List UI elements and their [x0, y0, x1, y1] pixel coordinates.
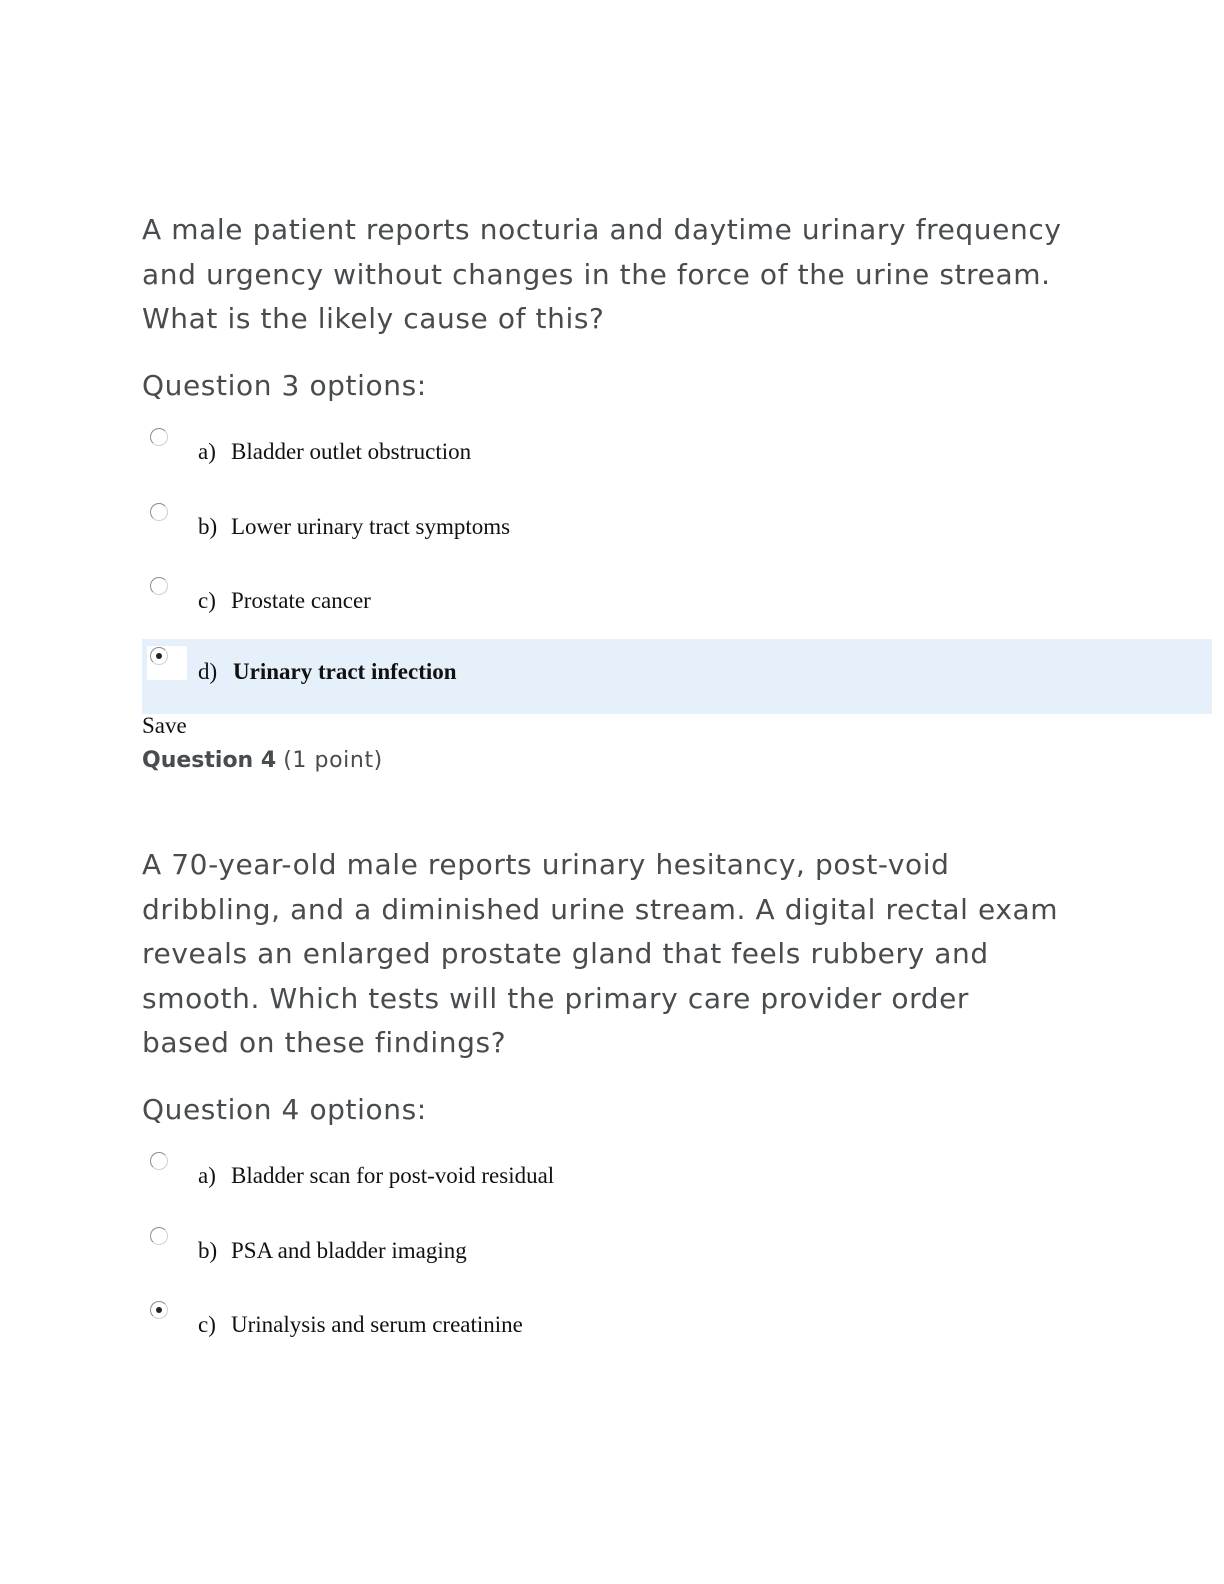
question-3-options-heading: Question 3 options: [142, 369, 427, 402]
question-4-option-a[interactable] [142, 1144, 1212, 1219]
option-letter: c) [198, 1312, 216, 1337]
radio-selected-icon[interactable] [150, 1301, 168, 1319]
option-label: Bladder scan for post-void residual [231, 1163, 555, 1188]
radio-unselected-icon[interactable] [150, 503, 168, 521]
radio-unselected-icon[interactable] [150, 1227, 168, 1245]
question-number: Question 4 [142, 748, 277, 773]
question-4-text: A 70-year-old male reports urinary hesitancy, post-void dribbling, and a diminished urine stream. A digital rectal exam reveals an enlarged prostate gland that feels rubbery and smooth. Which tests will the primary care provider order based on these findings? [142, 848, 1059, 1059]
option-label: Bladder outlet obstruction [231, 439, 472, 464]
option-letter: c) [198, 588, 216, 613]
radio-box [147, 646, 187, 680]
option-label: Urinalysis and serum creatinine [231, 1312, 523, 1337]
radio-unselected-icon[interactable] [150, 428, 168, 446]
option-letter: b) [198, 514, 218, 539]
option-letter: b) [198, 1238, 218, 1263]
option-letter: a) [198, 1163, 216, 1188]
radio-unselected-icon[interactable] [150, 1152, 168, 1170]
option-label: PSA and bladder imaging [231, 1238, 467, 1263]
question-4-header [142, 748, 383, 773]
option-label: Prostate cancer [231, 588, 371, 613]
question-points: (1 point) [283, 748, 383, 773]
question-3-option-b[interactable] [142, 495, 1212, 570]
question-4-options-heading: Question 4 options: [142, 1093, 427, 1126]
radio-dot-icon [156, 1307, 162, 1313]
option-letter: a) [198, 439, 216, 464]
radio-selected-icon[interactable] [150, 647, 168, 665]
option-label: Lower urinary tract symptoms [231, 514, 511, 539]
question-4-option-b[interactable] [142, 1219, 1212, 1294]
question-3-option-c[interactable] [142, 569, 1212, 644]
radio-unselected-icon[interactable] [150, 577, 168, 595]
radio-dot-icon [156, 653, 162, 659]
question-3-option-d[interactable] [142, 639, 1212, 714]
question-3-text: A male patient reports nocturia and daytime urinary frequency and urgency without changes in the force of the urine stream. What is the likely cause of this? [142, 213, 1062, 335]
option-letter: d) [198, 659, 218, 684]
question-4-option-c[interactable] [142, 1293, 1212, 1368]
option-label: Urinary tract infection [233, 659, 457, 684]
save-link[interactable]: Save [142, 713, 187, 738]
question-3-option-a[interactable] [142, 420, 1212, 495]
